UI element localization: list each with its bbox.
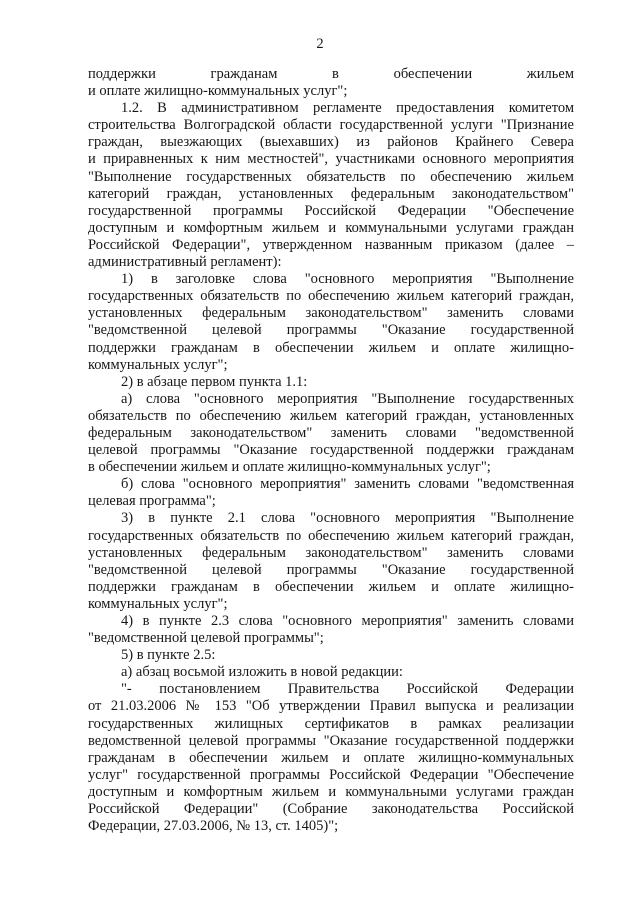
text-line: Российской Федерации" (Собрание законодательства Российской — [88, 801, 574, 818]
text-line: 1.2. В административном регламенте предоставления комитетом — [121, 100, 574, 117]
text-line: установленных федеральным законодательством" заменить словами — [88, 544, 574, 561]
text-line: а) абзац восьмой изложить в новой редакции: — [121, 664, 403, 681]
text-line: от 21.03.2006 № 153 "Об утверждении Правил выпуска и реализации — [88, 698, 574, 715]
text-line: коммунальных услуг"; — [88, 356, 228, 373]
paragraph — [88, 681, 574, 835]
text-line: установленных федеральным законодательством" заменить словами — [88, 305, 574, 322]
document-body — [88, 66, 574, 835]
paragraph — [88, 100, 574, 271]
text-line: 4) в пункте 2.3 слова "основного мероприятия" заменить словами — [121, 613, 574, 629]
text-line: доступным и комфортным жильем и коммунальными услугами граждан — [88, 219, 574, 236]
text-line: государственных жилищных сертификатов в рамках реализации — [88, 715, 574, 732]
text-line: целевая программа"; — [88, 493, 216, 510]
text-line: а) слова "основного мероприятия "Выполнение государственных — [121, 390, 574, 407]
paragraph — [88, 510, 574, 613]
text-line: целевой программы "Оказание государственной поддержки гражданам — [88, 442, 574, 459]
text-line: и оплате жилищно-коммунальных услуг"; — [88, 83, 348, 100]
paragraph — [88, 391, 574, 476]
text-line: поддержки гражданам в обеспечении жильем и оплате жилищно- — [88, 578, 574, 595]
text-line: государственной программы Российской Федерации "Обеспечение — [88, 202, 574, 219]
text-line: поддержки гражданам в обеспечении жильем и оплате жилищно- — [88, 339, 574, 356]
text-line: Российской Федерации", утвержденном названным приказом (далее – — [88, 236, 574, 253]
text-line: 2) в абзаце первом пункта 1.1: — [121, 373, 308, 390]
text-line: 3) в пункте 2.1 слова "основного мероприятия "Выполнение — [121, 510, 574, 527]
text-line: в обеспечении жильем и оплате жилищно-коммунальных услуг"; — [88, 459, 491, 476]
text-line: государственных обязательств по обеспечению жильем категорий граждан, — [88, 527, 574, 544]
text-line: федеральным законодательством" заменить словами "ведомственной — [88, 424, 574, 441]
text-line: административный регламент): — [88, 254, 282, 271]
paragraph — [88, 271, 574, 374]
text-line: обязательств по обеспечению жильем категорий граждан, установленных — [88, 407, 574, 424]
text-line: гражданам в обеспечении жильем и оплате жилищно-коммунальных — [88, 749, 574, 766]
text-line: и приравненных к ним местностей", участниками основного мероприятия — [88, 151, 574, 168]
paragraph — [88, 664, 574, 681]
text-line: граждан, выезжающих (выехавших) из районов Крайнего Севера — [88, 134, 574, 151]
text-line: "ведомственной целевой программы "Оказание государственной — [88, 322, 574, 339]
text-line: государственных обязательств по обеспечению жильем категорий граждан, — [88, 288, 574, 305]
paragraph — [88, 66, 574, 100]
paragraph — [88, 647, 574, 664]
text-line: б) слова "основного мероприятия" заменить словами "ведомственная — [121, 476, 574, 493]
text-line: доступным и комфортным жильем и коммунальными услугами граждан — [88, 783, 574, 800]
text-line: 5) в пункте 2.5: — [121, 647, 216, 664]
paragraph — [88, 476, 574, 510]
text-line: Федерации, 27.03.2006, № 13, ст. 1405)"; — [88, 818, 339, 835]
text-line: категорий граждан, установленных федеральным законодательством" — [88, 185, 574, 202]
text-line: коммунальных услуг"; — [88, 595, 228, 612]
text-line: 1) в заголовке слова "основного мероприятия "Выполнение — [121, 271, 574, 288]
paragraph — [88, 374, 574, 391]
text-line: услуг" государственной программы Российской Федерации "Обеспечение — [88, 766, 574, 783]
paragraph — [88, 613, 574, 647]
text-line: поддержки гражданам в обеспечении жильем — [88, 66, 574, 82]
text-line: "ведомственной целевой программы "Оказание государственной — [88, 561, 574, 578]
text-line: "ведомственной целевой программы"; — [88, 630, 324, 647]
text-line: "Выполнение государственных обязательств по обеспечению жильем — [88, 168, 574, 185]
text-line: ведомственной целевой программы "Оказание государственной поддержки — [88, 732, 574, 749]
text-line: строительства Волгоградской области государственной услуги "Признание — [88, 117, 574, 134]
page-number: 2 — [316, 36, 324, 52]
text-line: "- постановлением Правительства Российской Федерации — [121, 681, 574, 698]
